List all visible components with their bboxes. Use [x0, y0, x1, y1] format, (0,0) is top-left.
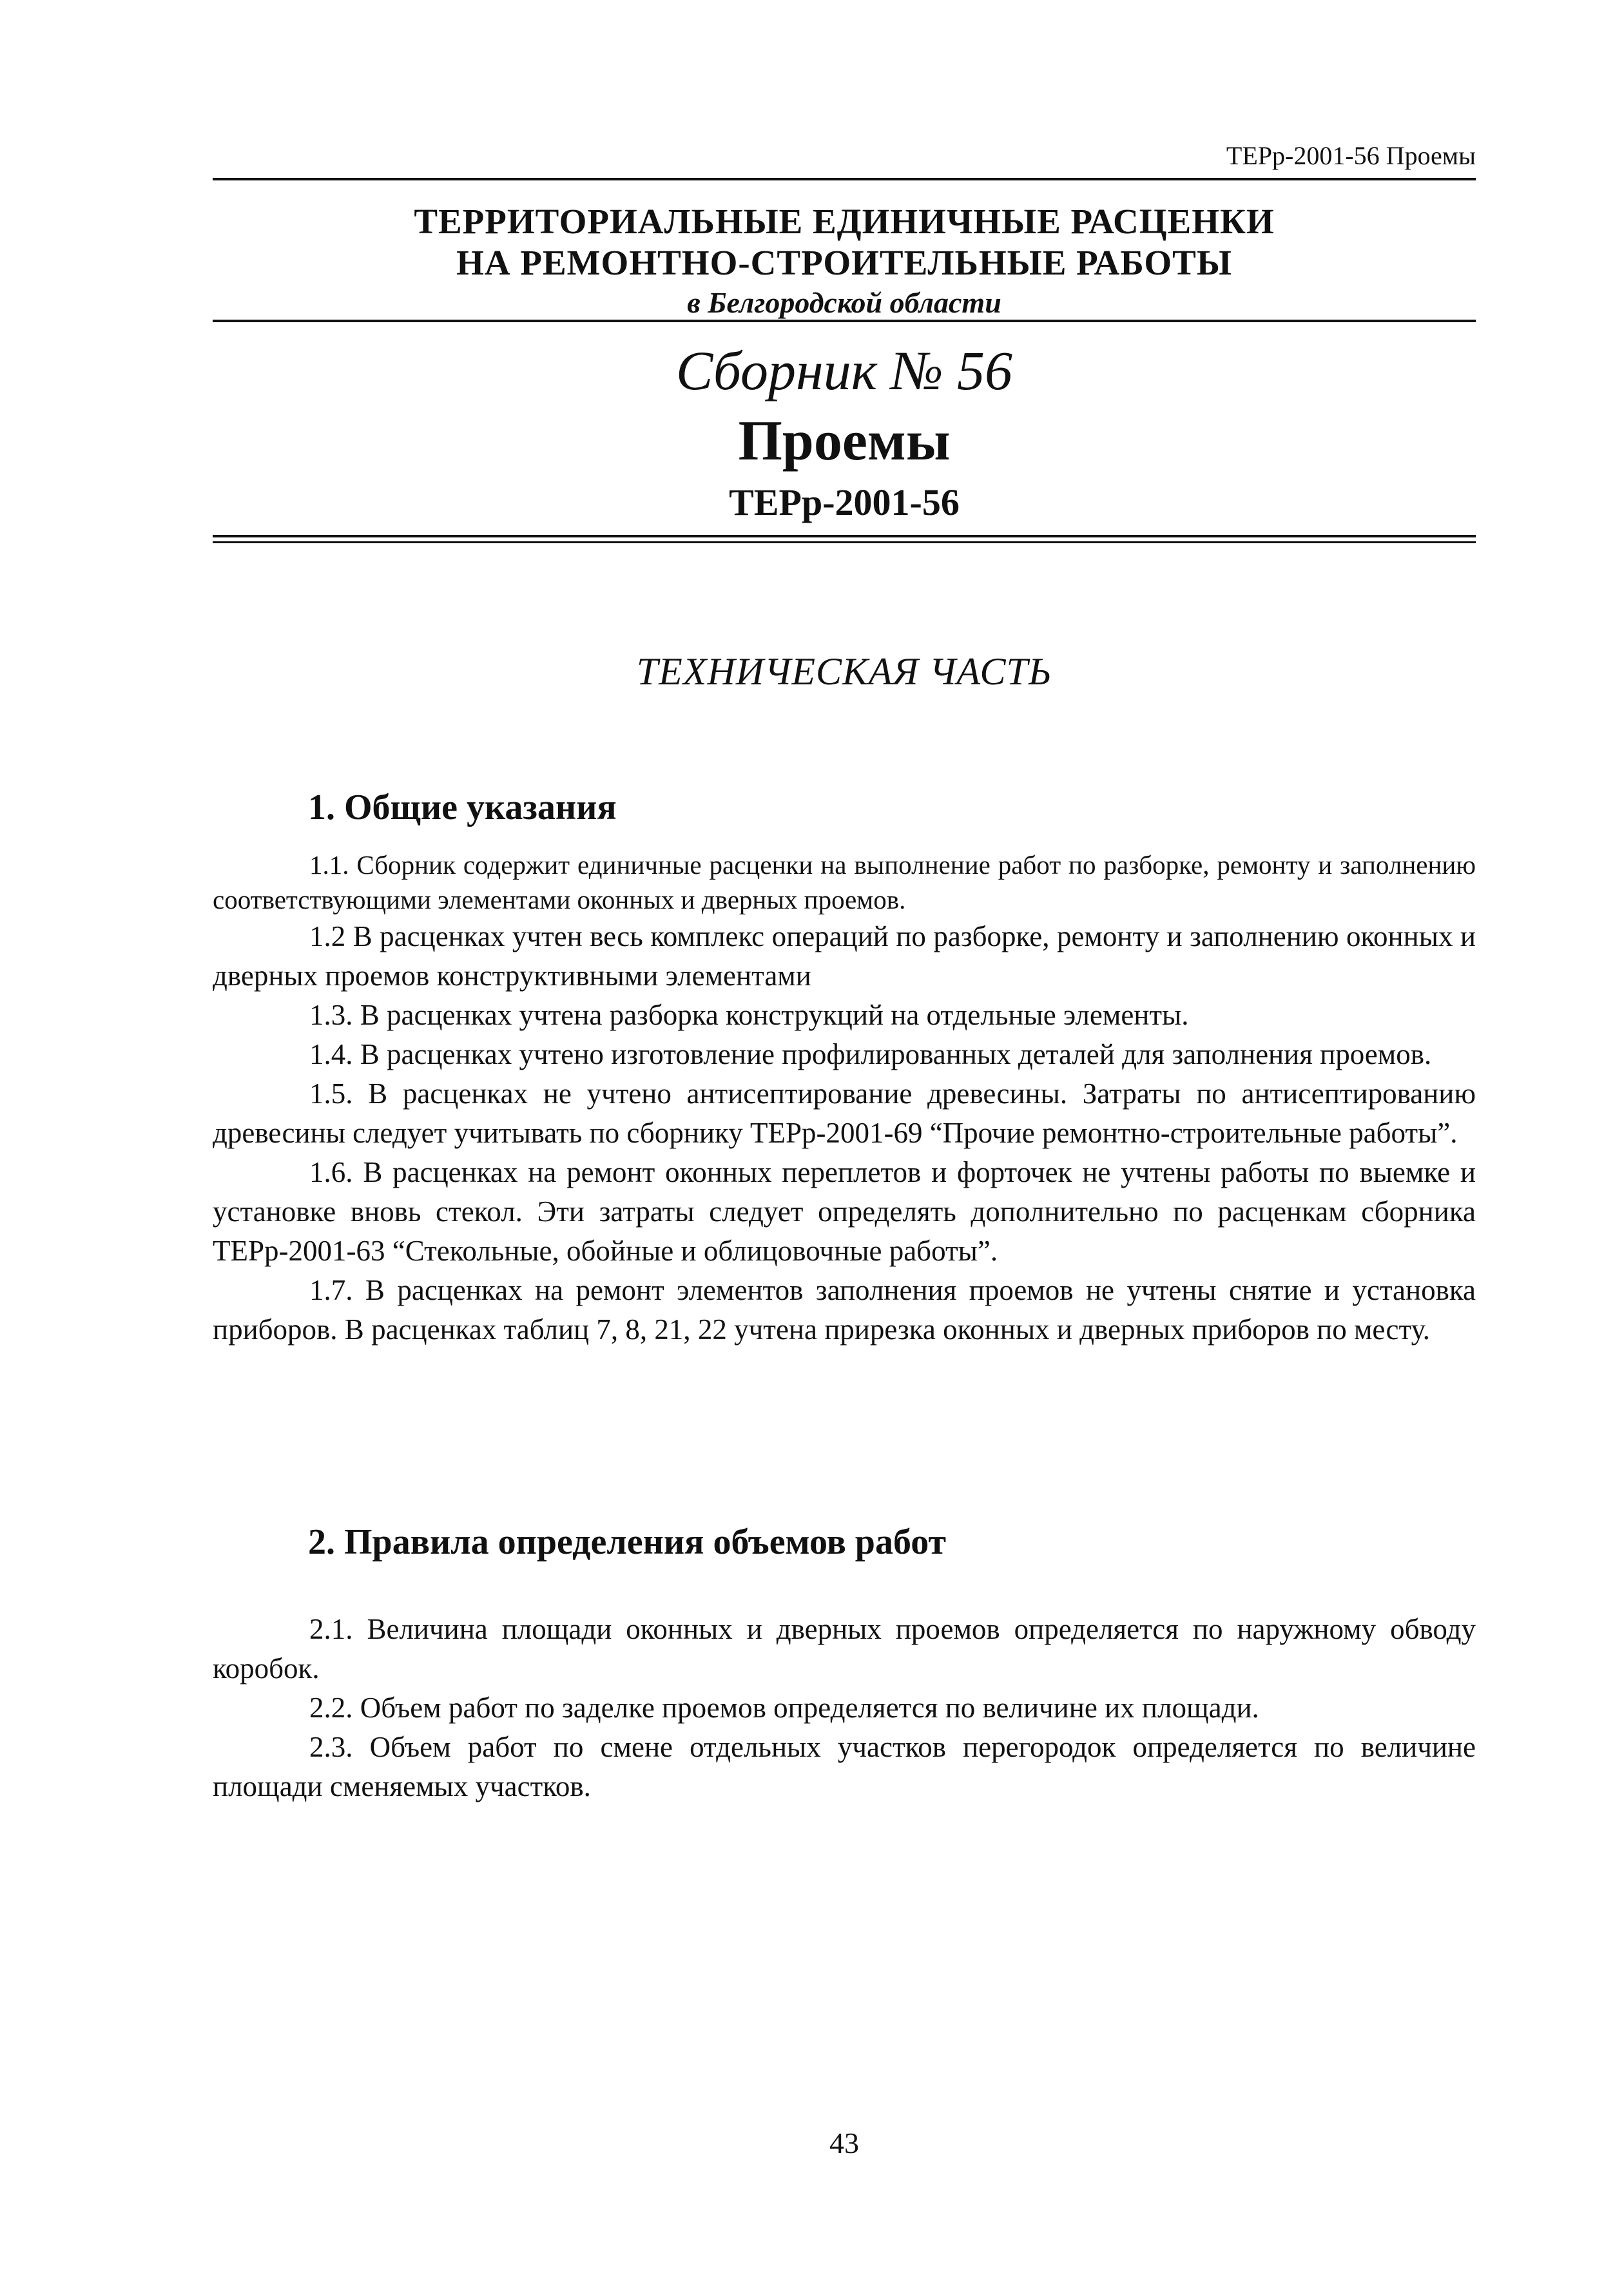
paragraph-1-2: 1.2 В расценках учтен весь комплекс операций по разборке, ремонту и заполнению оконных и дверных проемов конструктивными элементами: [213, 920, 1476, 992]
paragraph-1-1: 1.1. Сборник содержит единичные расценки на выполнение работ по разборке, ремонту и заполнению соответствующими элементами оконных и дверных проемов.: [213, 850, 1476, 914]
section-1-body: [213, 847, 1476, 1349]
paragraph-1-5: 1.5. В расценках не учтено антисептирование древесины. Затраты по антисептированию древесины следует учитывать по сборнику ТЕРр-2001-69 “Прочие ремонтно-строительные работы”.: [213, 1077, 1476, 1149]
paragraph-1-7: 1.7. В расценках на ремонт элементов заполнения проемов не учтены снятие и установка приборов. В расценках таблиц 7, 8, 21, 22 учтена прирезка оконных и дверных приборов по месту.: [213, 1274, 1476, 1346]
section-2-body: [213, 1610, 1476, 1806]
section-2-heading: 2. Правила определения объемов работ: [308, 1522, 946, 1562]
double-rule-upper: [213, 535, 1476, 537]
paragraph-2-3: 2.3. Объем работ по смене отдельных участков перегородок определяется по величине площади сменяемых участков.: [213, 1731, 1476, 1802]
title-line-1: ТЕРРИТОРИАЛЬНЫЕ ЕДИНИЧНЫЕ РАСЦЕНКИ: [414, 202, 1275, 241]
title-block: [213, 201, 1476, 322]
title-region: в Белгородской области: [687, 286, 1001, 319]
paragraph-2-2: 2.2. Объем работ по заделке проемов определяется по величине их площади.: [309, 1692, 1259, 1724]
section-1-heading: 1. Общие указания: [308, 787, 617, 827]
collection-name: Проемы: [738, 410, 951, 472]
running-header: ТЕРр-2001-56 Проемы: [1226, 141, 1476, 170]
paragraph-1-4: 1.4. В расценках учтено изготовление профилированных деталей для заполнения проемов.: [309, 1038, 1432, 1070]
title-line-2: НА РЕМОНТНО-СТРОИТЕЛЬНЫЕ РАБОТЫ: [456, 243, 1232, 282]
double-rule-lower: [213, 541, 1476, 543]
paragraph-1-3: 1.3. В расценках учтена разборка конструкций на отдельные элементы.: [309, 999, 1189, 1031]
paragraph-2-1: 2.1. Величина площади оконных и дверных проемов определяется по наружному обводу коробок.: [213, 1613, 1476, 1684]
tech-part-heading: ТЕХНИЧЕСКАЯ ЧАСТЬ: [636, 650, 1052, 693]
page-number: 43: [829, 2127, 859, 2159]
collection-number: Сборник № 56: [675, 340, 1013, 401]
header-rule: [213, 178, 1476, 180]
paragraph-1-6: 1.6. В расценках на ремонт оконных переплетов и форточек не учтены работы по выемке и установке вновь стекол. Эти затраты следует определять дополнительно по расценкам сборника ТЕРр-2001-63 “Стекольные, обойные и облицовочные работы”.: [213, 1156, 1476, 1267]
collection-code: ТЕРр-2001-56: [729, 481, 960, 523]
title-rule: [213, 320, 1476, 322]
